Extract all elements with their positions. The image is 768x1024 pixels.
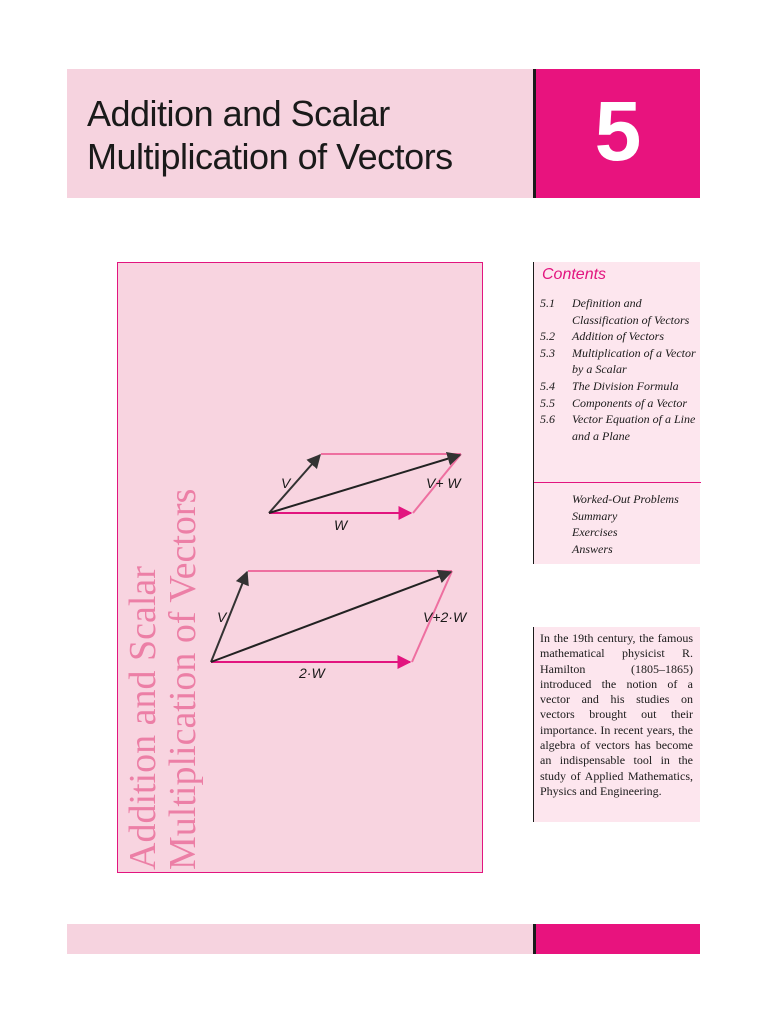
toc-item[interactable]: [540, 328, 700, 345]
toc-number: 5.6: [540, 412, 555, 427]
toc-item[interactable]: [540, 411, 700, 444]
toc-item[interactable]: [540, 345, 700, 378]
label-v-1: V: [281, 475, 291, 491]
vector-sum2-arrow: [211, 572, 451, 662]
toc-title: Addition of Vectors: [572, 329, 664, 344]
toc-title: Components of a Vector: [572, 395, 687, 410]
chapter-title-line2: Multiplication of Vectors: [87, 136, 453, 177]
label-sum-1: V+ W: [426, 475, 461, 491]
toc-number: 5.2: [540, 329, 555, 344]
chapter-title-line1: Addition and Scalar: [87, 93, 390, 134]
footer-accent: [533, 924, 700, 954]
toc-number: 5.1: [540, 296, 555, 310]
toc-title: Definition and Classification of Vectors: [572, 296, 690, 327]
contents-divider: [534, 482, 701, 483]
label-sum-2: V+2·W: [423, 609, 467, 625]
intro-box: [533, 627, 700, 822]
label-v-2: V: [217, 609, 227, 625]
side-title-line1: Addition and Scalar: [122, 566, 164, 870]
contents-panel: [533, 262, 700, 564]
extra-item[interactable]: Answers: [572, 541, 613, 556]
label-w-1: W: [334, 517, 348, 533]
chapter-number: 5: [594, 84, 642, 178]
toc-item[interactable]: [540, 395, 700, 412]
extra-item[interactable]: Summary: [572, 508, 618, 523]
extra-item[interactable]: Exercises: [572, 525, 618, 540]
toc-item[interactable]: [540, 295, 700, 328]
extras-list: [572, 491, 700, 557]
toc-number: 5.5: [540, 395, 555, 410]
extra-item[interactable]: Worked-Out Problems: [572, 492, 679, 506]
toc-title: Vector Equation of a Line and a Plane: [572, 412, 696, 443]
toc-title: Multiplication of a Vector by a Scalar: [572, 345, 696, 377]
parallelogram-1: [269, 454, 462, 533]
toc-item[interactable]: [540, 378, 700, 395]
toc-number: 5.4: [540, 378, 555, 393]
label-2w: 2·W: [299, 665, 325, 681]
toc-number: 5.3: [540, 345, 555, 360]
intro-paragraph: In the 19th century, the famous mathematical physicist R. Hamilton (1805–1865) introduced the notion of a vector and his studies on vectors brought out their importance. In recent years, the algebra of vectors has become an indispensable tool in the study of Applied Mathematics, Physics and Engineering.: [540, 631, 693, 798]
toc-list: [540, 295, 700, 444]
side-title-line2: Multiplication of Vectors: [162, 488, 204, 870]
parallelogram-2: [211, 571, 468, 681]
footer-band: [67, 924, 533, 954]
contents-heading: Contents: [542, 266, 607, 283]
toc-title: The Division Formula: [572, 378, 679, 393]
